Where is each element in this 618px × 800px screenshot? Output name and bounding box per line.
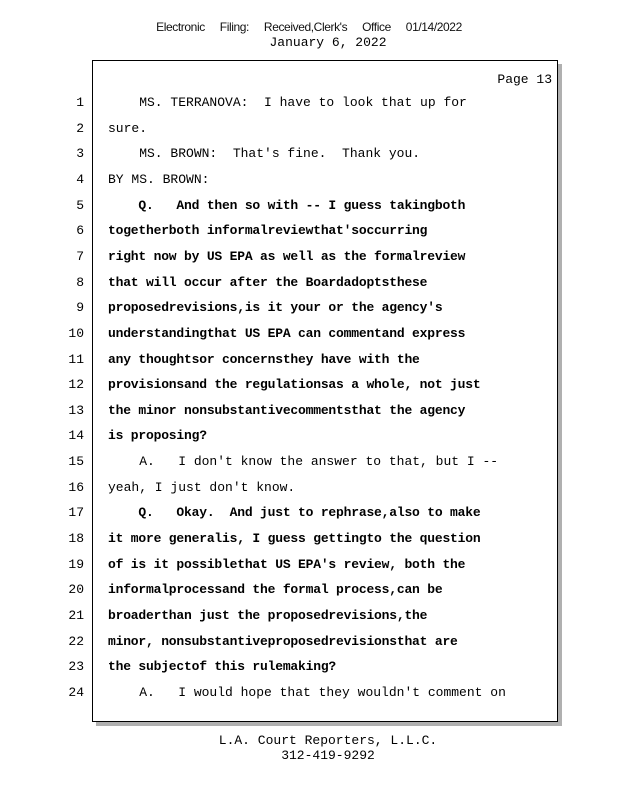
transcript-line: that will occur after the Boardadoptsthese (108, 274, 428, 290)
line-number: 20 (68, 582, 84, 598)
transcript-line: BY MS. BROWN: (108, 171, 210, 187)
transcript-line: minor, nonsubstantiveproposedrevisionsthat are (108, 633, 458, 649)
transcript-line: A. I would hope that they wouldn't comment on (108, 684, 506, 700)
line-number: 9 (76, 300, 84, 316)
line-number: 7 (76, 248, 84, 264)
filing-stamp (0, 20, 618, 34)
line-number: 10 (68, 325, 84, 341)
reporter-company: L.A. Court Reporters, L.L.C. (218, 733, 438, 748)
line-number: 16 (68, 479, 84, 495)
transcript-line: the minor nonsubstantivecommentsthat the agency (108, 402, 466, 418)
transcript-line: sure. (108, 120, 148, 136)
line-number: 13 (68, 402, 84, 418)
footer (0, 733, 618, 763)
transcript-line: understandingthat US EPA can commentand express (108, 325, 466, 341)
line-number: 22 (68, 633, 84, 649)
transcript-line: provisionsand the regulationsas a whole, not just (108, 377, 481, 393)
filing-stamp-word: Office (362, 20, 391, 34)
line-number: 12 (68, 377, 84, 393)
line-number: 19 (68, 556, 84, 572)
transcript-line: broaderthan just the proposedrevisions,the (108, 608, 428, 623)
line-number: 24 (68, 684, 84, 700)
transcript-line: of is it possiblethat US EPA's review, both the (108, 556, 466, 572)
transcript-line: MS. TERRANOVA: I have to look that up for (108, 95, 467, 110)
filing-stamp-word: Received,Clerk's (263, 20, 348, 34)
transcript-line: informalprocessand the formal process,can be (108, 582, 443, 598)
transcript-line: the subjectof this rulemaking? (108, 659, 337, 675)
line-number: 1 (76, 95, 84, 110)
transcript-line: yeah, I just don't know. (108, 479, 296, 495)
line-number: 17 (68, 505, 84, 521)
reporter-phone: 312-419-9292 (281, 748, 375, 763)
line-number: 4 (76, 171, 84, 187)
line-number: 14 (68, 428, 84, 444)
transcript-date: January 6, 2022 (269, 35, 387, 50)
transcript-line: A. I don't know the answer to that, but I -- (108, 454, 499, 470)
transcript-line: Q. And then so with -- I guess takingboth (108, 197, 466, 213)
line-number: 6 (76, 223, 84, 239)
line-number: 3 (76, 146, 84, 162)
line-number: 15 (68, 454, 84, 470)
filing-stamp-word: Filing: (219, 20, 249, 34)
transcript-line: right now by US EPA as well as the formalreview (108, 248, 466, 264)
transcript-line: is proposing? (108, 428, 207, 444)
filing-stamp-date: 01/14/2022 (405, 20, 462, 34)
transcript-line: proposedrevisions,is it your or the agency's (108, 300, 443, 316)
line-number: 11 (68, 351, 84, 367)
transcript-line: any thoughtsor concernsthey have with the (108, 351, 420, 367)
line-number: 2 (76, 120, 84, 136)
page-number: Page 13 (497, 72, 552, 87)
line-number: 23 (68, 659, 84, 675)
line-number: 8 (76, 274, 84, 290)
transcript-line: it more generalis, I guess gettingto the question (108, 531, 481, 547)
line-number: 5 (76, 197, 84, 213)
filing-stamp-word: Electronic (156, 20, 205, 34)
line-number: 21 (68, 608, 84, 623)
line-number: 18 (68, 531, 84, 547)
transcript-line: MS. BROWN: That's fine. Thank you. (108, 146, 421, 162)
transcript-line: Q. Okay. And just to rephrase,also to make (108, 505, 481, 521)
transcript-line: togetherboth informalreviewthat'soccurring (108, 223, 428, 239)
